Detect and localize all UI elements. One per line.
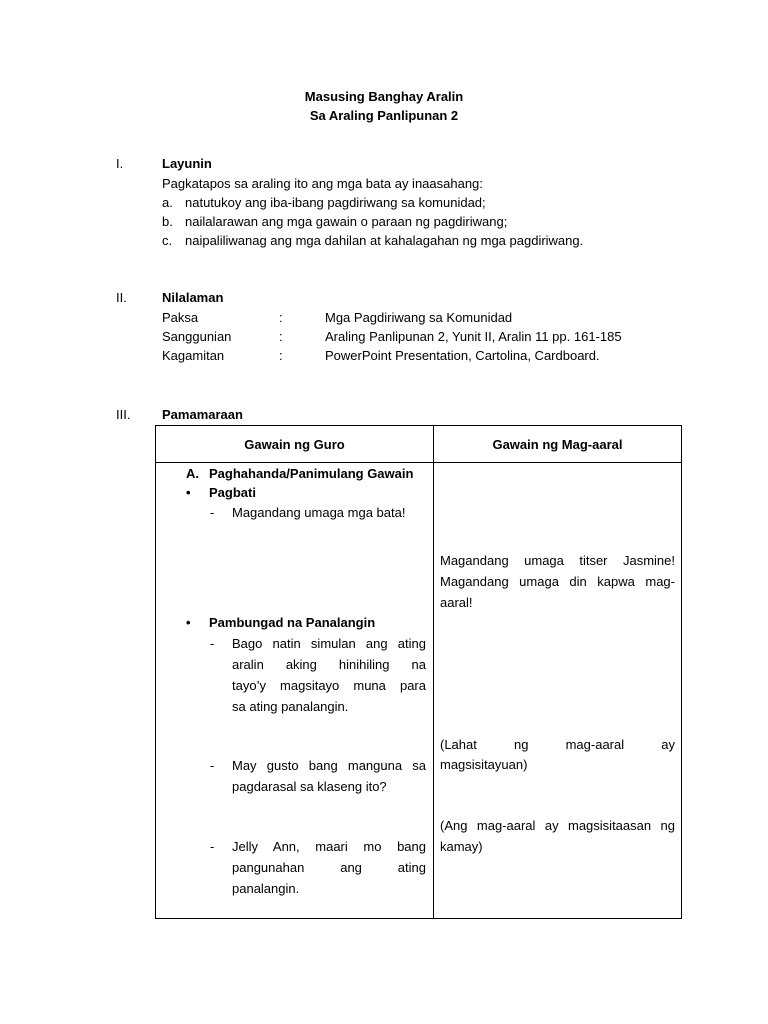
objectives-intro: Pagkatapos sa araling ito ang mga bata ay inaasahang:	[162, 176, 483, 191]
objective-text: naipaliliwanag ang mga dahilan at kahalagahan ng mga pagdiriwang.	[185, 233, 584, 248]
content-separator: :	[279, 310, 283, 325]
objective-text: natutukoy ang iba-ibang pagdiriwang sa komunidad;	[185, 195, 486, 210]
table-row	[156, 463, 682, 919]
section-heading-layunin: Layunin	[162, 156, 212, 171]
student-line: (Lahat ng mag-aaral ay	[440, 737, 675, 752]
dash-marker: -	[210, 839, 215, 854]
teacher-line: sa ating panalangin.	[232, 699, 349, 714]
bullet-icon: •	[186, 615, 191, 630]
teacher-line: pagdarasal sa klaseng ito?	[232, 779, 387, 794]
content-value: Araling Panlipunan 2, Yunit II, Aralin 11 pp. 161-185	[325, 329, 622, 344]
content-label: Sanggunian	[162, 329, 232, 344]
student-line: Magandang umaga din kapwa mag-	[440, 574, 675, 589]
table-header-row	[156, 426, 682, 463]
page-subtitle: Sa Araling Panlipunan 2	[309, 108, 459, 123]
objective-text: nailalarawan ang mga gawain o paraan ng pagdiriwang;	[185, 214, 508, 229]
teacher-line: May gusto bang manguna sa	[232, 758, 426, 773]
student-line: kamay)	[440, 839, 483, 854]
objective-letter: c.	[162, 233, 173, 248]
bullet-icon: •	[186, 485, 191, 500]
dash-marker: -	[210, 636, 215, 651]
section-numeral-3: III.	[116, 407, 131, 422]
teacher-line: pangunahan ang ating	[232, 860, 426, 875]
part-title: Paghahanda/Panimulang Gawain	[209, 466, 414, 481]
table-header-teacher: Gawain ng Guro	[156, 426, 434, 463]
teacher-line: panalangin.	[232, 881, 300, 896]
content-separator: :	[279, 329, 283, 344]
procedure-table	[155, 425, 682, 919]
content-separator: :	[279, 348, 283, 363]
teacher-line: Jelly Ann, maari mo bang	[232, 839, 426, 854]
table-header-student: Gawain ng Mag-aaral	[434, 426, 682, 463]
student-line: magsisitayuan)	[440, 757, 528, 772]
dash-marker: -	[210, 758, 215, 773]
student-line: aaral!	[440, 595, 473, 610]
student-line: Magandang umaga titser Jasmine!	[440, 553, 675, 568]
part-letter: A.	[186, 466, 199, 481]
content-label: Kagamitan	[162, 348, 225, 363]
activity-panalangin: Pambungad na Panalangin	[209, 615, 376, 630]
page-title: Masusing Banghay Aralin	[304, 89, 464, 104]
objective-letter: b.	[162, 214, 173, 229]
section-heading-nilalaman: Nilalaman	[162, 290, 224, 305]
dash-marker: -	[210, 505, 215, 520]
content-label: Paksa	[162, 310, 199, 325]
teacher-line: Magandang umaga mga bata!	[232, 505, 406, 520]
teacher-line: Bago natin simulan ang ating	[232, 636, 426, 651]
section-numeral-1: I.	[116, 156, 124, 171]
content-value: Mga Pagdiriwang sa Komunidad	[325, 310, 513, 325]
student-activities-cell	[434, 463, 682, 919]
teacher-line: aralin aking hinihiling na	[232, 657, 426, 672]
student-line: (Ang mag-aaral ay magsisitaasan ng	[440, 818, 675, 833]
teacher-activities-cell	[156, 463, 434, 919]
section-heading-pamamaraan: Pamamaraan	[162, 407, 243, 422]
section-numeral-2: II.	[116, 290, 127, 305]
activity-pagbati: Pagbati	[209, 485, 256, 500]
teacher-line: tayo’y magsitayo muna para	[232, 678, 426, 693]
content-value: PowerPoint Presentation, Cartolina, Cardboard.	[325, 348, 600, 363]
objective-letter: a.	[162, 195, 173, 210]
